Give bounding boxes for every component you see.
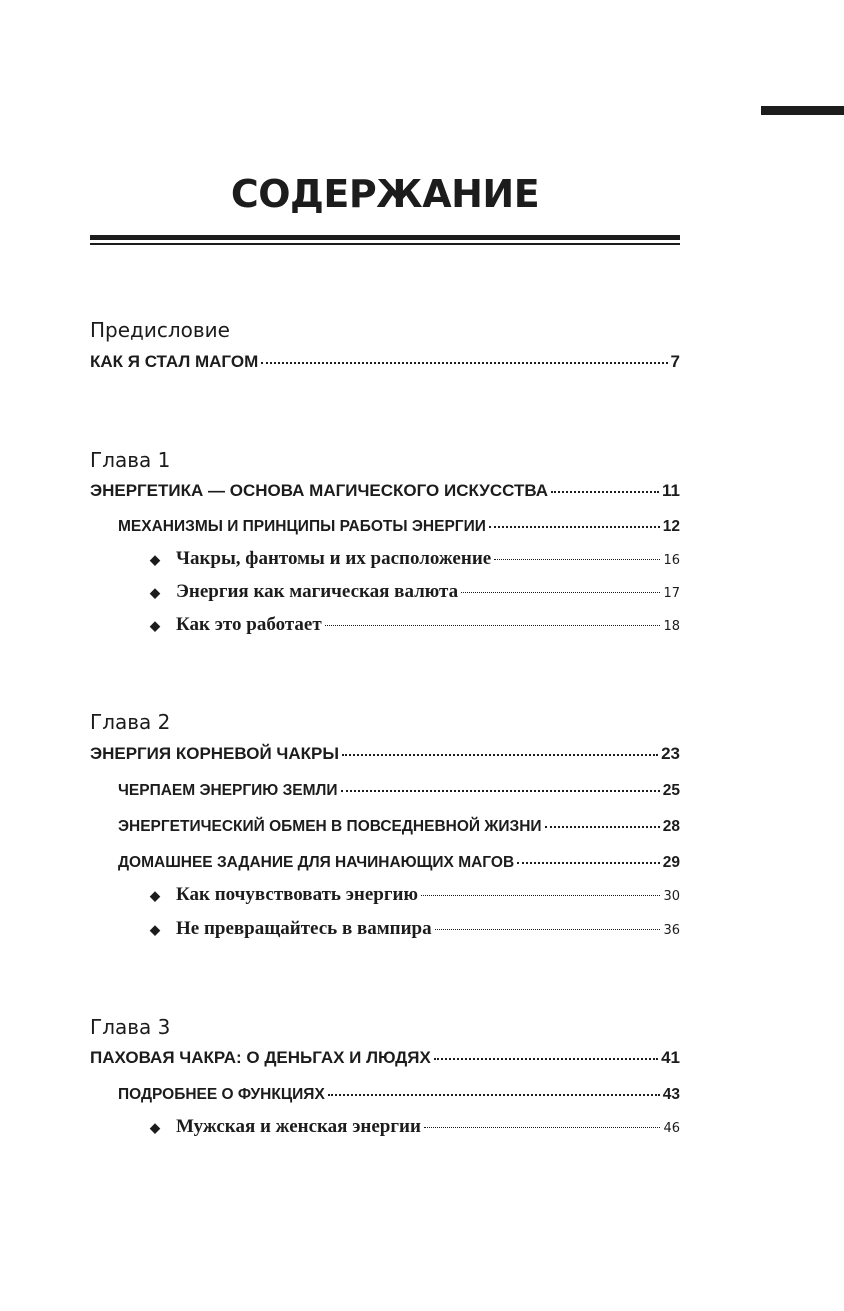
toc-entry[interactable] — [150, 1116, 680, 1138]
toc-entry[interactable] — [118, 782, 680, 800]
section-label: Глава 3 — [90, 1015, 171, 1039]
dot-leader — [328, 1094, 660, 1096]
dot-leader — [261, 362, 667, 364]
toc-entry[interactable] — [118, 518, 680, 536]
title-rule-thick — [90, 235, 680, 240]
toc-entry-page: 30 — [663, 889, 680, 904]
toc-entry-title: ЭНЕРГЕТИКА — ОСНОВА МАГИЧЕСКОГО ИСКУССТВА — [90, 481, 549, 500]
section-label: Предисловие — [90, 318, 230, 342]
dot-leader — [461, 592, 660, 593]
toc-entry-title: ПАХОВАЯ ЧАКРА: О ДЕНЬГАХ И ЛЮДЯХ — [90, 1048, 431, 1067]
toc-entry[interactable] — [118, 854, 680, 872]
toc-entry-title: ЧЕРПАЕМ ЭНЕРГИЮ ЗЕМЛИ — [118, 782, 338, 799]
toc-entry-page: 43 — [662, 1086, 680, 1103]
toc-entry-page: 29 — [662, 854, 680, 871]
title-rule-thin — [90, 243, 680, 245]
dot-leader — [551, 491, 659, 493]
diamond-bullet-icon: ◆ — [150, 922, 160, 937]
dot-leader — [489, 526, 660, 528]
toc-entry-page: 12 — [662, 518, 680, 535]
toc-entry[interactable] — [118, 818, 680, 836]
dot-leader — [545, 826, 660, 828]
toc-entry-page: 7 — [670, 352, 680, 371]
diamond-bullet-icon: ◆ — [150, 552, 160, 567]
toc-entry-title: МЕХАНИЗМЫ И ПРИНЦИПЫ РАБОТЫ ЭНЕРГИИ — [118, 518, 486, 535]
dot-leader — [434, 1058, 658, 1060]
toc-entry-title: Энергия как магическая валюта — [176, 581, 459, 602]
dot-leader — [325, 625, 661, 626]
dot-leader — [341, 790, 660, 792]
dot-leader — [342, 754, 658, 756]
diamond-bullet-icon: ◆ — [150, 585, 160, 600]
toc-entry[interactable] — [150, 581, 680, 603]
toc-entry-title: Как это работает — [176, 614, 322, 635]
toc-entry[interactable] — [90, 744, 680, 764]
toc-entry-title: ПОДРОБНЕЕ О ФУНКЦИЯХ — [118, 1086, 325, 1103]
dot-leader — [421, 895, 660, 896]
toc-entry-title: ДОМАШНЕЕ ЗАДАНИЕ ДЛЯ НАЧИНАЮЩИХ МАГОВ — [118, 854, 515, 871]
toc-entry-title: КАК Я СТАЛ МАГОМ — [90, 352, 259, 371]
toc-entry-page: 16 — [663, 553, 680, 568]
toc-entry-title: ЭНЕРГИЯ КОРНЕВОЙ ЧАКРЫ — [90, 744, 339, 763]
toc-entry-title: Мужская и женская энергии — [176, 1116, 421, 1137]
dot-leader — [435, 929, 661, 930]
toc-entry[interactable] — [118, 1086, 680, 1104]
toc-entry-page: 23 — [661, 744, 680, 763]
toc-entry-page: 28 — [662, 818, 680, 835]
page-title: СОДЕРЖАНИЕ — [230, 172, 540, 216]
toc-entry-page: 41 — [661, 1048, 680, 1067]
toc-entry[interactable] — [150, 614, 680, 636]
diamond-bullet-icon: ◆ — [150, 1120, 160, 1135]
corner-mark — [761, 106, 844, 115]
section-label: Глава 2 — [90, 710, 171, 734]
toc-entry-page: 46 — [663, 1121, 680, 1136]
diamond-bullet-icon: ◆ — [150, 888, 160, 903]
toc-entry-title: ЭНЕРГЕТИЧЕСКИЙ ОБМЕН В ПОВСЕДНЕВНОЙ ЖИЗНИ — [118, 818, 542, 835]
toc-entry-page: 17 — [663, 586, 680, 601]
toc-entry-page: 11 — [662, 481, 680, 500]
toc-entry-page: 18 — [663, 619, 680, 634]
dot-leader — [424, 1127, 661, 1128]
toc-entry-page: 36 — [663, 923, 680, 938]
toc-entry-page: 25 — [662, 782, 680, 799]
toc-entry[interactable] — [90, 1048, 680, 1068]
toc-entry[interactable] — [150, 884, 680, 906]
toc-entry[interactable] — [90, 352, 680, 372]
section-label: Глава 1 — [90, 448, 171, 472]
toc-entry[interactable] — [150, 548, 680, 570]
toc-entry[interactable] — [150, 918, 680, 940]
toc-entry-title: Не превращайтесь в вампира — [176, 918, 432, 939]
toc-entry[interactable] — [90, 481, 680, 501]
dot-leader — [494, 559, 660, 560]
toc-entry-title: Как почувствовать энергию — [176, 884, 418, 905]
toc-entry-title: Чакры, фантомы и их расположение — [176, 548, 492, 569]
dot-leader — [517, 862, 660, 864]
diamond-bullet-icon: ◆ — [150, 618, 160, 633]
